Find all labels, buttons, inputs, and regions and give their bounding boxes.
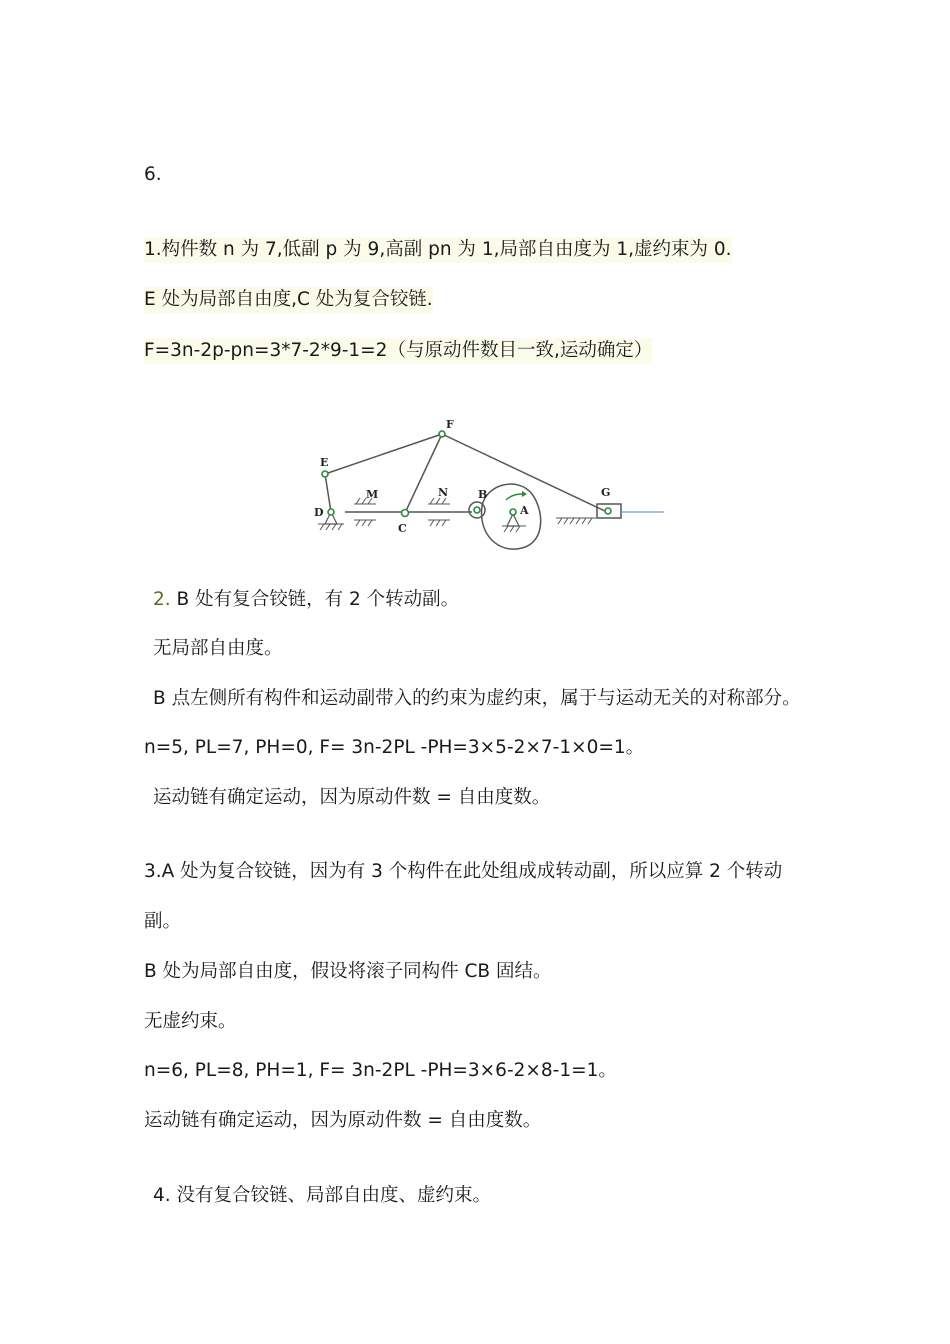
ground-g — [556, 518, 596, 524]
joint-b — [474, 507, 480, 513]
link-fc — [405, 434, 442, 513]
link-de — [325, 474, 331, 512]
section-2-first-line: B 处有复合铰链，有 2 个转动副。 — [170, 589, 460, 610]
ground-d — [318, 524, 344, 530]
link-ef — [325, 434, 442, 474]
label-g: G — [601, 486, 611, 499]
section-2-number: 2. — [153, 589, 171, 610]
label-b: B — [478, 488, 488, 501]
section-3-line-3: B 处为局部自由度，假设将滚子同构件 CB 固结。 — [144, 961, 552, 982]
joint-e — [322, 471, 328, 477]
label-f: F — [446, 418, 454, 431]
label-e: E — [320, 456, 329, 469]
label-n: N — [438, 486, 449, 499]
joint-d — [328, 509, 334, 515]
section-3-line-1: 3.A 处为复合铰链，因为有 3 个构件在此处组成成转动副，所以应算 2 个转动 — [144, 861, 783, 882]
label-m: M — [366, 488, 379, 501]
ground-a — [502, 526, 526, 532]
joint-c — [402, 510, 409, 517]
rotation-arrow-head — [522, 491, 527, 497]
section-2-line-4: n=5, PL=7, PH=0, F= 3n-2PL -PH=3×5-2×7-1×0=1。 — [144, 737, 645, 758]
section-2-line-3: B 点左侧所有构件和运动副带入的约束为虚约束，属于与运动无关的对称部分。 — [153, 688, 801, 709]
section-3-line-6: 运动链有确定运动，因为原动件数 = 自由度数。 — [144, 1110, 542, 1131]
label-d: D — [314, 506, 324, 519]
joint-f — [439, 431, 445, 437]
section-3-line-2: 副。 — [144, 911, 182, 932]
mechanism-diagram — [300, 408, 680, 558]
joint-a — [510, 509, 516, 515]
link-fg — [442, 434, 607, 512]
section-1-line-2: E 处为局部自由度,C 处为复合铰链. — [144, 287, 433, 313]
label-a: A — [520, 504, 529, 517]
joint-g — [605, 508, 611, 514]
section-3-line-5: n=6, PL=8, PH=1, F= 3n-2PL -PH=3×6-2×8-1=1。 — [144, 1060, 617, 1081]
heading-number: 6. — [144, 164, 162, 185]
section-1-line-3: F=3n-2p-pn=3*7-2*9-1=2（与原动件数目一致,运动确定） — [144, 338, 652, 364]
section-1-line-1: 1.构件数 n 为 7,低副 p 为 9,高副 pn 为 1,局部自由度为 1,虚约束为 0. — [144, 237, 732, 263]
section-2-line-2: 无局部自由度。 — [153, 638, 283, 659]
section-4-line-1: 4. 没有复合铰链、局部自由度、虚约束。 — [153, 1185, 492, 1206]
section-2-line-5: 运动链有确定运动，因为原动件数 = 自由度数。 — [153, 787, 551, 808]
label-c: C — [398, 522, 407, 535]
section-3-line-4: 无虚约束。 — [144, 1011, 237, 1032]
section-2-line-1 — [153, 587, 459, 613]
rotation-arrow — [506, 494, 522, 500]
